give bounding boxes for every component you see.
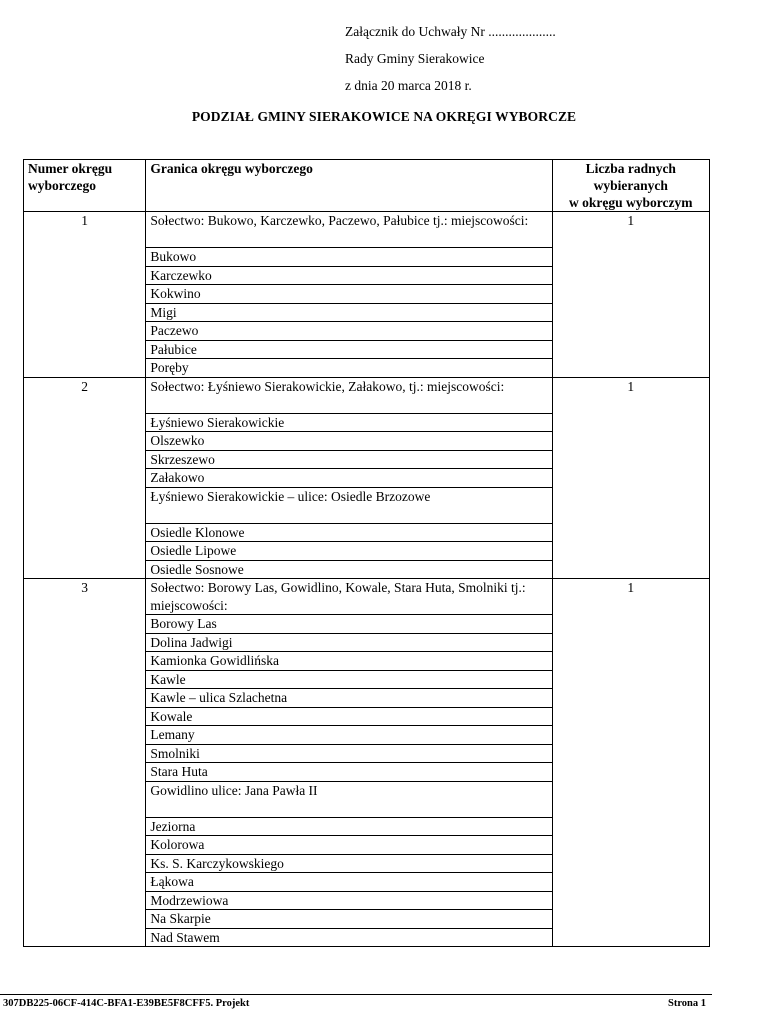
district-solectwo-header: Sołectwo: Borowy Las, Gowidlino, Kowale, Stara Huta, Smolniki tj.: miejscowości:	[146, 579, 552, 615]
table-row	[24, 579, 710, 615]
locality-cell: Kolorowa	[146, 836, 552, 855]
table-row	[24, 212, 710, 248]
locality-cell: Osiedle Klonowe	[146, 523, 552, 542]
locality-cell: Łyśniewo Sierakowickie – ulice: Osiedle Brzozowe	[146, 487, 552, 523]
councillor-count: 1	[552, 579, 709, 947]
locality-cell: Olszewko	[146, 432, 552, 451]
footer-page-number: Strona 1	[668, 998, 707, 1009]
districts-body	[24, 212, 710, 947]
date-line: z dnia 20 marca 2018 r.	[345, 78, 472, 93]
column-header-councillors-line1: Liczba radnych	[585, 161, 676, 176]
attachment-header	[345, 22, 556, 103]
locality-cell: Nad Stawem	[146, 928, 552, 947]
locality-cell: Gowidlino ulice: Jana Pawła II	[146, 781, 552, 817]
column-header-councillors	[552, 160, 709, 212]
locality-cell: Stara Huta	[146, 763, 552, 782]
locality-cell: Smolniki	[146, 744, 552, 763]
document-title: PODZIAŁ GMINY SIERAKOWICE NA OKRĘGI WYBORCZE	[191, 109, 577, 124]
locality-cell: Łyśniewo Sierakowickie	[146, 413, 552, 432]
district-number: 2	[24, 377, 146, 579]
locality-cell: Załakowo	[146, 469, 552, 488]
locality-cell: Jeziorna	[146, 817, 552, 836]
locality-cell: Paczewo	[146, 322, 552, 341]
table-row	[24, 377, 710, 413]
locality-cell: Ks. S. Karczykowskiego	[146, 854, 552, 873]
locality-cell: Osiedle Sosnowe	[146, 560, 552, 579]
locality-cell: Kamionka Gowidlińska	[146, 652, 552, 671]
councillor-count: 1	[552, 212, 709, 378]
column-header-number: Numer okręgu wyborczego	[24, 160, 146, 212]
locality-cell: Modrzewiowa	[146, 891, 552, 910]
locality-cell: Na Skarpie	[146, 910, 552, 929]
locality-cell: Dolina Jadwigi	[146, 633, 552, 652]
locality-cell: Borowy Las	[146, 615, 552, 634]
column-header-councillors-line2: wybieranych	[593, 178, 668, 193]
council-line: Rady Gminy Sierakowice	[345, 51, 485, 66]
locality-cell: Kawle	[146, 670, 552, 689]
locality-cell: Łąkowa	[146, 873, 552, 892]
district-solectwo-header: Sołectwo: Łyśniewo Sierakowickie, Załakowo, tj.: miejscowości:	[146, 377, 552, 413]
district-solectwo-header: Sołectwo: Bukowo, Karczewko, Paczewo, Pałubice tj.: miejscowości:	[146, 212, 552, 248]
locality-cell: Osiedle Lipowe	[146, 542, 552, 561]
councillor-count: 1	[552, 377, 709, 579]
districts-table	[23, 159, 710, 947]
locality-cell: Lemany	[146, 726, 552, 745]
attachment-line: Załącznik do Uchwały Nr ....................	[345, 24, 556, 39]
locality-cell: Bukowo	[146, 248, 552, 267]
locality-cell: Pałubice	[146, 340, 552, 359]
column-header-boundary: Granica okręgu wyborczego	[146, 160, 552, 212]
footer-divider	[0, 994, 712, 995]
table-header-row	[24, 160, 710, 212]
locality-cell: Poręby	[146, 359, 552, 378]
locality-cell: Migi	[146, 303, 552, 322]
district-number: 3	[24, 579, 146, 947]
locality-cell: Kowale	[146, 707, 552, 726]
district-number: 1	[24, 212, 146, 378]
locality-cell: Karczewko	[146, 266, 552, 285]
column-header-councillors-line3: w okręgu wyborczym	[569, 195, 693, 210]
locality-cell: Skrzeszewo	[146, 450, 552, 469]
locality-cell: Kawle – ulica Szlachetna	[146, 689, 552, 708]
locality-cell: Kokwino	[146, 285, 552, 304]
footer-document-id: 307DB225-06CF-414C-BFA1-E39BE5F8CFF5. Projekt	[3, 998, 250, 1009]
